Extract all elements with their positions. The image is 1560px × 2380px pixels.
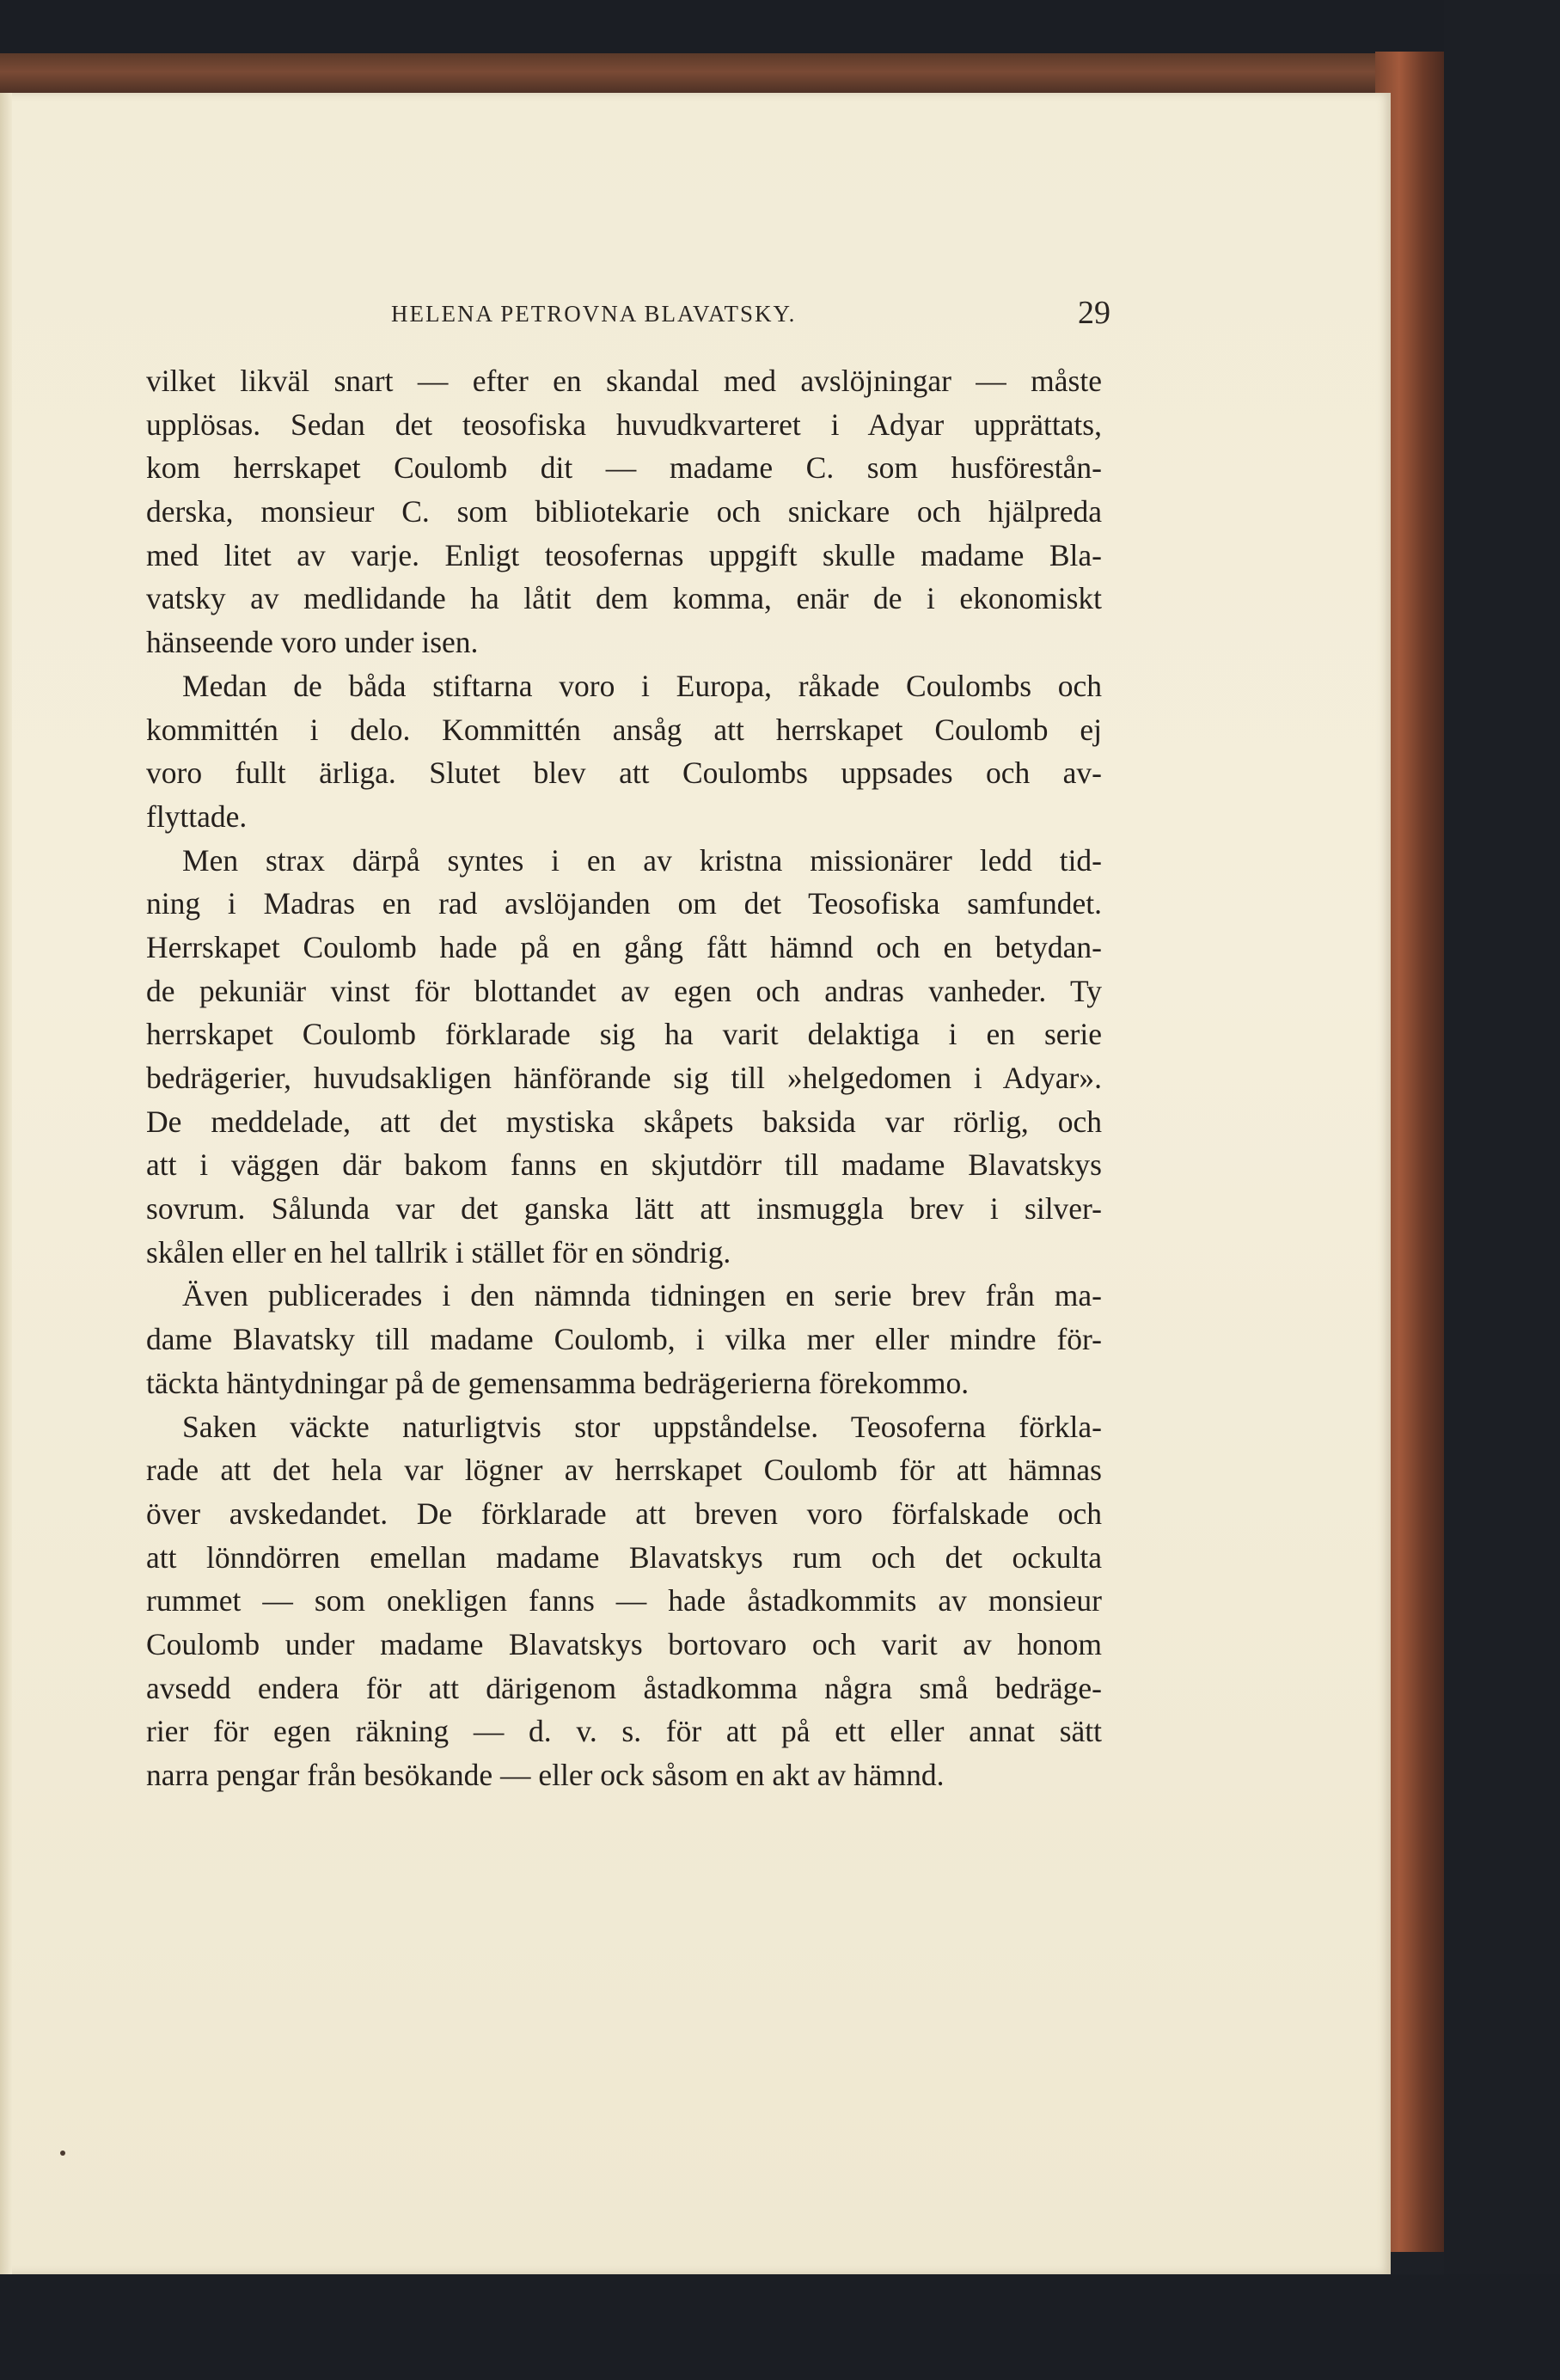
book-cover-edge: [0, 53, 1418, 95]
text-line: de pekuniär vinst för blottandet av egen och andras vanheder. Ty: [146, 973, 1102, 1008]
text-line: Herrskapet Coulomb hade på en gång fått hämnd och en betydan-: [146, 929, 1102, 964]
text-line: flyttade.: [146, 798, 248, 834]
text-line: herrskapet Coulomb förklarade sig ha varit delaktiga i en serie: [146, 1017, 1102, 1052]
body-text: [146, 359, 1102, 1797]
text-line: Coulomb under madame Blavatskys bortovaro och varit av honom: [146, 1626, 1102, 1661]
text-line: upplösas. Sedan det teosofiska huvudkvarteret i Adyar upprättats,: [146, 407, 1102, 442]
paragraph: [146, 1274, 1102, 1404]
text-line: Saken väckte naturligtvis stor uppståndelse. Teosoferna förkla-: [182, 1409, 1102, 1444]
text-line: med litet av varje. Enligt teosofernas uppgift skulle madame Bla-: [146, 537, 1102, 572]
text-line: kom herrskapet Coulomb dit — madame C. som husförestån-: [146, 450, 1102, 486]
paragraph: [146, 359, 1102, 664]
text-line: voro fullt ärliga. Slutet blev att Coulombs uppsades och av-: [146, 756, 1102, 791]
text-line: De meddelade, att det mystiska skåpets baksida var rörlig, och: [146, 1104, 1102, 1139]
text-line: avsedd endera för att därigenom åstadkomma några små bedräge-: [146, 1670, 1102, 1705]
text-line: dame Blavatsky till madame Coulomb, i vilka mer eller mindre för-: [146, 1322, 1102, 1357]
running-title: HELENA PETROVNA BLAVATSKY.: [391, 301, 797, 327]
text-line: skålen eller en hel tallrik i stället för en söndrig.: [146, 1234, 731, 1270]
paragraph: [146, 664, 1102, 839]
text-line: narra pengar från besökande — eller ock såsom en akt av hämnd.: [146, 1758, 945, 1792]
ink-speck: [60, 2151, 65, 2156]
text-line: täckta häntydningar på de gemensamma bedrägerierna förekommo.: [146, 1365, 970, 1400]
text-line: bedrägerier, huvudsakligen hänförande sig till »helgedomen i Adyar».: [146, 1061, 1102, 1095]
scan-background-right: [1444, 0, 1560, 2380]
text-line: över avskedandet. De förklarade att breven voro förfalskade och: [146, 1496, 1102, 1531]
text-line: Men strax därpå syntes i en av kristna missionärer ledd tid-: [182, 842, 1102, 878]
paragraph: [146, 839, 1102, 1275]
paragraph: [146, 1405, 1102, 1797]
text-line: rier för egen räkning — d. v. s. för att på ett eller annat sätt: [146, 1714, 1102, 1749]
text-line: Medan de båda stiftarna voro i Europa, råkade Coulombs och: [182, 668, 1102, 703]
text-line: derska, monsieur C. som bibliotekarie och snickare och hjälpreda: [146, 494, 1102, 529]
page-gutter: [0, 93, 12, 2274]
text-line: vatsky av medlidande ha låtit dem komma, enär de i ekonomiskt: [146, 581, 1102, 616]
scan-background-bottom: [0, 2274, 1560, 2380]
text-line: att i väggen där bakom fanns en skjutdörr till madame Blavatskys: [146, 1147, 1102, 1183]
text-line: kommittén i delo. Kommittén ansåg att herrskapet Coulomb ej: [146, 712, 1102, 747]
text-line: att lönndörren emellan madame Blavatskys rum och det ockulta: [146, 1539, 1102, 1575]
text-line: sovrum. Sålunda var det ganska lätt att insmuggla brev i silver-: [146, 1191, 1102, 1227]
page-number: 29: [1078, 295, 1110, 331]
text-line: vilket likväl snart — efter en skandal med avslöjningar — måste: [146, 364, 1102, 398]
text-line: hänseende voro under isen.: [146, 625, 479, 660]
text-line: rummet — som onekligen fanns — hade åstadkommits av monsieur: [146, 1583, 1102, 1618]
text-line: ning i Madras en rad avslöjanden om det Teosofiska samfundet.: [146, 886, 1102, 921]
text-line: rade att det hela var lögner av herrskapet Coulomb för att hämnas: [146, 1453, 1102, 1488]
text-line: Även publicerades i den nämnda tidningen en serie brev från ma-: [182, 1278, 1102, 1313]
